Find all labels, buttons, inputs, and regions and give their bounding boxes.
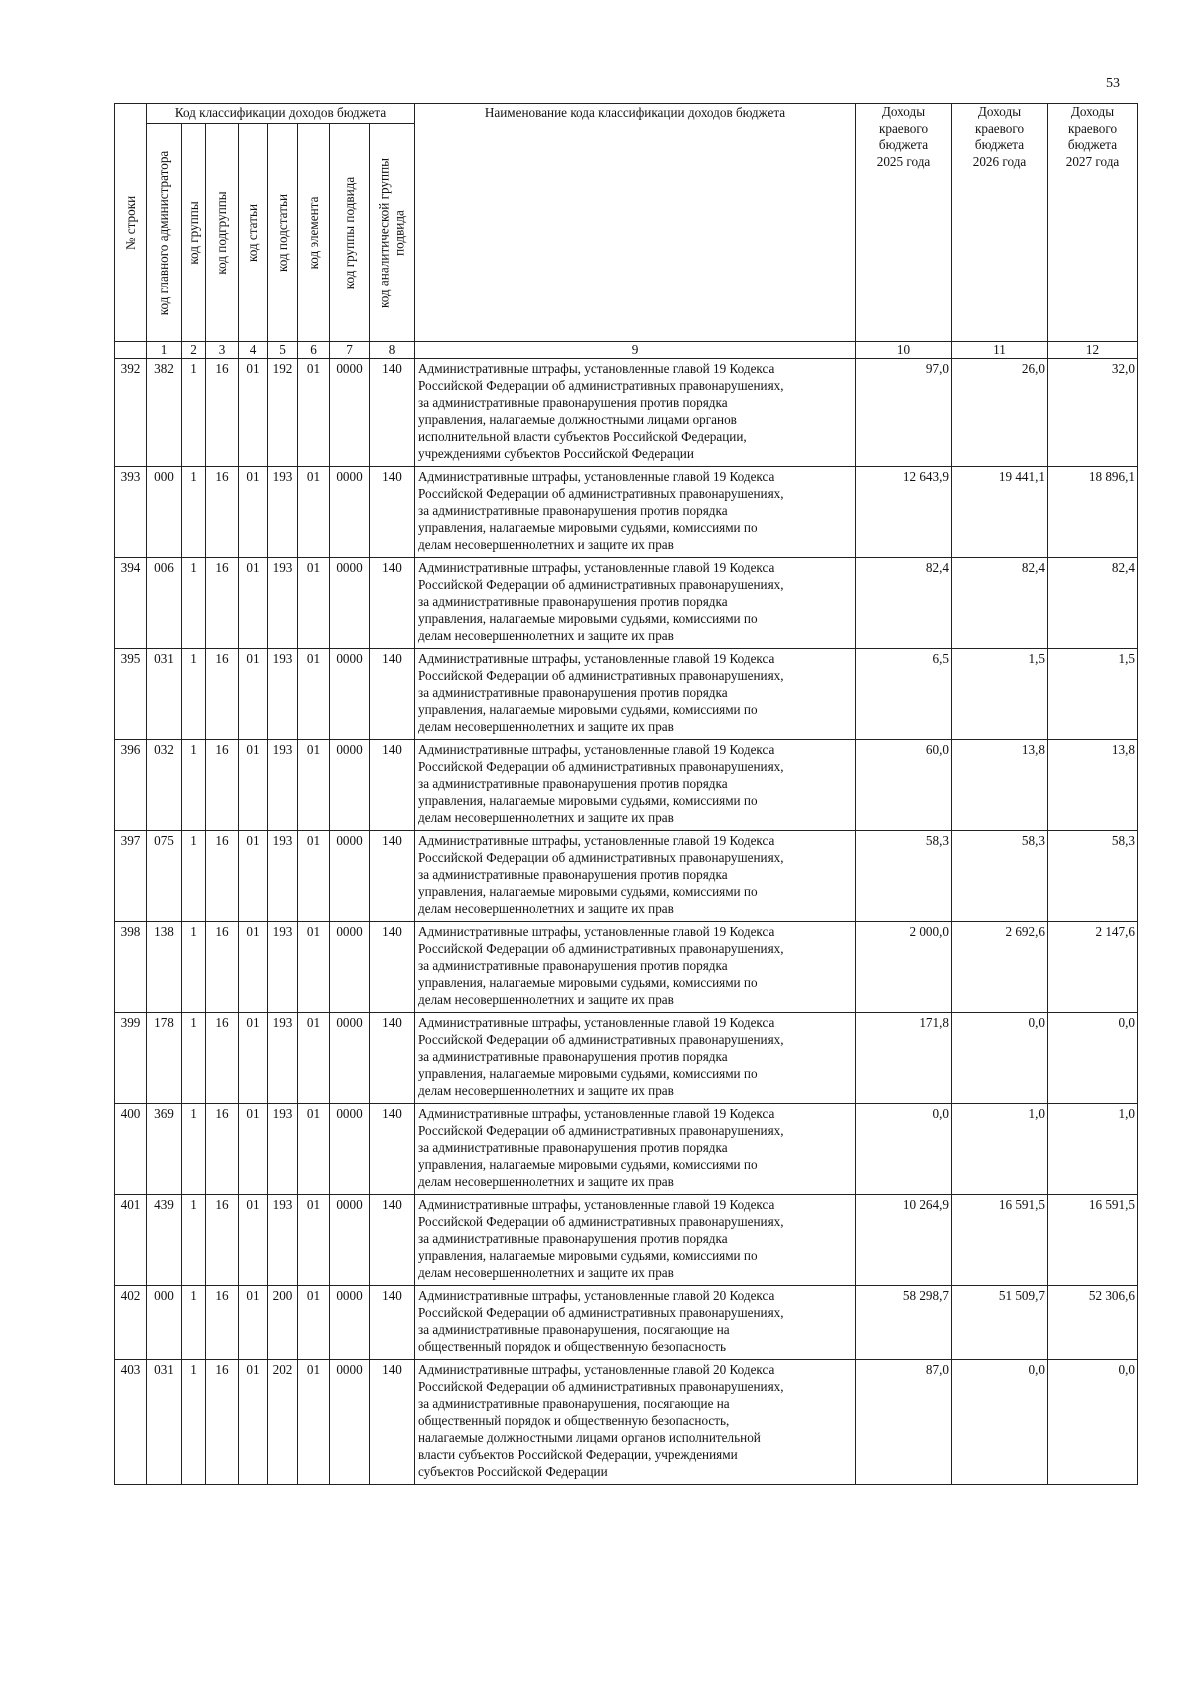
income-2027-cell: 52 306,6 [1048, 1286, 1138, 1360]
group-code-cell: 1 [182, 1104, 206, 1195]
subtype-group-code-cell: 0000 [330, 1195, 370, 1286]
description-line: за административные правонарушения против порядка [418, 503, 728, 518]
element-code-cell: 01 [298, 922, 330, 1013]
column-number: 9 [415, 342, 856, 359]
description-line: управления, налагаемые мировыми судьями, комиссиями по [418, 1066, 758, 1081]
group-code-cell: 1 [182, 1195, 206, 1286]
article-code-cell: 01 [239, 1013, 268, 1104]
name-header: Наименование кода классификации доходов бюджета [415, 104, 856, 342]
column-number: 12 [1048, 342, 1138, 359]
admin-code-cell: 031 [147, 1360, 182, 1485]
description-line: Административные штрафы, установленные главой 20 Кодекса [418, 1288, 775, 1303]
row-number-cell: 394 [115, 558, 147, 649]
element-code-header: код элемента [298, 124, 330, 342]
description-line: за административные правонарушения против порядка [418, 867, 728, 882]
income-2025-cell: 2 000,0 [856, 922, 952, 1013]
description-line: за административные правонарушения против порядка [418, 776, 728, 791]
description-line: делам несовершеннолетних и защите их прав [418, 537, 674, 552]
description-cell [415, 1286, 856, 1360]
description-line: Административные штрафы, установленные главой 19 Кодекса [418, 361, 775, 376]
description-cell [415, 922, 856, 1013]
row-number-cell: 398 [115, 922, 147, 1013]
description-line: Российской Федерации об административных правонарушениях, [418, 577, 784, 592]
admin-code-cell: 439 [147, 1195, 182, 1286]
description-line: Административные штрафы, установленные главой 20 Кодекса [418, 1362, 775, 1377]
group-code-cell: 1 [182, 1013, 206, 1104]
subgroup-code-cell: 16 [206, 1195, 239, 1286]
income-2026-cell: 1,5 [952, 649, 1048, 740]
subtype-group-code-cell: 0000 [330, 1013, 370, 1104]
element-code-cell: 01 [298, 558, 330, 649]
article-code-cell: 01 [239, 922, 268, 1013]
group-code-cell: 1 [182, 922, 206, 1013]
admin-code-cell: 031 [147, 649, 182, 740]
income-2026-cell: 16 591,5 [952, 1195, 1048, 1286]
table-row [115, 1013, 1138, 1104]
element-code-cell: 01 [298, 1360, 330, 1485]
table-row [115, 467, 1138, 558]
subarticle-code-cell: 193 [268, 922, 298, 1013]
description-cell [415, 1013, 856, 1104]
income-2025-cell: 82,4 [856, 558, 952, 649]
income-2027-cell: 32,0 [1048, 359, 1138, 467]
column-number: 1 [147, 342, 182, 359]
description-line: управления, налагаемые мировыми судьями, комиссиями по [418, 520, 758, 535]
income-2026-cell: 13,8 [952, 740, 1048, 831]
group-code-cell: 1 [182, 649, 206, 740]
income-2027-cell: 1,5 [1048, 649, 1138, 740]
income-2025-cell: 10 264,9 [856, 1195, 952, 1286]
description-line: делам несовершеннолетних и защите их прав [418, 901, 674, 916]
description-line: делам несовершеннолетних и защите их прав [418, 992, 674, 1007]
subarticle-code-cell: 193 [268, 740, 298, 831]
subarticle-code-cell: 200 [268, 1286, 298, 1360]
description-line: Российской Федерации об административных правонарушениях, [418, 1123, 784, 1138]
income-2025-cell: 58,3 [856, 831, 952, 922]
income-2027-cell: 82,4 [1048, 558, 1138, 649]
admin-code-cell: 000 [147, 467, 182, 558]
analytic-group-code-cell: 140 [370, 1195, 415, 1286]
table-row [115, 649, 1138, 740]
income-2025-cell: 87,0 [856, 1360, 952, 1485]
article-code-cell: 01 [239, 359, 268, 467]
admin-code-cell: 369 [147, 1104, 182, 1195]
element-code-cell: 01 [298, 649, 330, 740]
subarticle-code-cell: 193 [268, 1104, 298, 1195]
description-line: за административные правонарушения, посягающие на [418, 1322, 730, 1337]
description-cell [415, 558, 856, 649]
element-code-cell: 01 [298, 1013, 330, 1104]
income-2026-cell: 0,0 [952, 1360, 1048, 1485]
element-code-cell: 01 [298, 467, 330, 558]
row-number-header: № строки [115, 104, 147, 342]
subgroup-code-cell: 16 [206, 558, 239, 649]
group-code-cell: 1 [182, 1286, 206, 1360]
element-code-cell: 01 [298, 359, 330, 467]
table-row [115, 1195, 1138, 1286]
description-line: за административные правонарушения против порядка [418, 395, 728, 410]
admin-code-cell: 178 [147, 1013, 182, 1104]
page-number: 53 [1106, 76, 1120, 91]
analytic-group-code-cell: 140 [370, 649, 415, 740]
description-line: управления, налагаемые мировыми судьями, комиссиями по [418, 884, 758, 899]
subgroup-code-header: код подгруппы [206, 124, 239, 342]
income-2025-cell: 97,0 [856, 359, 952, 467]
table-row [115, 1360, 1138, 1485]
description-line: за административные правонарушения против порядка [418, 1049, 728, 1064]
column-number: 10 [856, 342, 952, 359]
description-line: Административные штрафы, установленные главой 19 Кодекса [418, 651, 775, 666]
admin-code-cell: 006 [147, 558, 182, 649]
article-code-header: код статьи [239, 124, 268, 342]
article-code-cell: 01 [239, 1286, 268, 1360]
admin-code-cell: 032 [147, 740, 182, 831]
income-2025-cell: 6,5 [856, 649, 952, 740]
column-number: 11 [952, 342, 1048, 359]
row-number-cell: 396 [115, 740, 147, 831]
description-line: Российской Федерации об административных правонарушениях, [418, 1032, 784, 1047]
group-code-cell: 1 [182, 359, 206, 467]
analytic-group-code-cell: 140 [370, 922, 415, 1013]
row-number-cell: 402 [115, 1286, 147, 1360]
income-2025-cell: 12 643,9 [856, 467, 952, 558]
description-line: за административные правонарушения против порядка [418, 1140, 728, 1155]
description-line: Российской Федерации об административных правонарушениях, [418, 1305, 784, 1320]
description-line: учреждениями субъектов Российской Федерации [418, 446, 694, 461]
subgroup-code-cell: 16 [206, 467, 239, 558]
subtype-group-code-cell: 0000 [330, 467, 370, 558]
table-row [115, 740, 1138, 831]
description-line: общественный порядок и общественную безопасность [418, 1339, 727, 1354]
table-row [115, 1286, 1138, 1360]
subarticle-code-cell: 192 [268, 359, 298, 467]
analytic-group-code-cell: 140 [370, 1013, 415, 1104]
analytic-group-code-cell: 140 [370, 1104, 415, 1195]
description-line: Российской Федерации об административных правонарушениях, [418, 759, 784, 774]
article-code-cell: 01 [239, 740, 268, 831]
income-2027-cell: 16 591,5 [1048, 1195, 1138, 1286]
income-2025-cell: 60,0 [856, 740, 952, 831]
admin-code-header: код главного администратора [147, 124, 182, 342]
description-line: управления, налагаемые мировыми судьями, комиссиями по [418, 702, 758, 717]
table-row [115, 558, 1138, 649]
description-line: управления, налагаемые мировыми судьями, комиссиями по [418, 1157, 758, 1172]
income-2026-cell: 19 441,1 [952, 467, 1048, 558]
income-2027-cell: 1,0 [1048, 1104, 1138, 1195]
group-code-header: код группы [182, 124, 206, 342]
column-number: 6 [298, 342, 330, 359]
article-code-cell: 01 [239, 1195, 268, 1286]
analytic-group-code-cell: 140 [370, 1286, 415, 1360]
description-cell [415, 740, 856, 831]
description-line: делам несовершеннолетних и защите их прав [418, 628, 674, 643]
article-code-cell: 01 [239, 1104, 268, 1195]
description-line: субъектов Российской Федерации [418, 1464, 608, 1479]
analytic-group-code-cell: 140 [370, 467, 415, 558]
description-line: делам несовершеннолетних и защите их прав [418, 719, 674, 734]
subtype-group-code-cell: 0000 [330, 740, 370, 831]
table-row [115, 1104, 1138, 1195]
admin-code-cell: 138 [147, 922, 182, 1013]
description-line: за административные правонарушения, посягающие на [418, 1396, 730, 1411]
subgroup-code-cell: 16 [206, 922, 239, 1013]
subarticle-code-cell: 193 [268, 1195, 298, 1286]
description-line: Российской Федерации об административных правонарушениях, [418, 941, 784, 956]
description-line: делам несовершеннолетних и защите их прав [418, 1083, 674, 1098]
article-code-cell: 01 [239, 831, 268, 922]
column-number: 8 [370, 342, 415, 359]
row-number-cell: 397 [115, 831, 147, 922]
description-line: Административные штрафы, установленные главой 19 Кодекса [418, 1106, 775, 1121]
element-code-cell: 01 [298, 1195, 330, 1286]
description-line: управления, налагаемые мировыми судьями, комиссиями по [418, 793, 758, 808]
column-number: 7 [330, 342, 370, 359]
income-2026-cell: 1,0 [952, 1104, 1048, 1195]
income-2026-cell: 0,0 [952, 1013, 1048, 1104]
subgroup-code-cell: 16 [206, 1104, 239, 1195]
column-number: 5 [268, 342, 298, 359]
row-number-cell: 400 [115, 1104, 147, 1195]
subtype-group-code-cell: 0000 [330, 558, 370, 649]
description-line: управления, налагаемые мировыми судьями, комиссиями по [418, 975, 758, 990]
row-number-cell: 401 [115, 1195, 147, 1286]
row-number-cell: 403 [115, 1360, 147, 1485]
article-code-cell: 01 [239, 467, 268, 558]
income-2026-cell: 58,3 [952, 831, 1048, 922]
admin-code-cell: 000 [147, 1286, 182, 1360]
subtype-group-code-cell: 0000 [330, 1286, 370, 1360]
column-number: 2 [182, 342, 206, 359]
subtype-group-code-cell: 0000 [330, 1104, 370, 1195]
income-2026-cell: 82,4 [952, 558, 1048, 649]
subgroup-code-cell: 16 [206, 831, 239, 922]
table-row [115, 831, 1138, 922]
group-code-cell: 1 [182, 467, 206, 558]
description-line: управления, налагаемые мировыми судьями, комиссиями по [418, 1248, 758, 1263]
subgroup-code-cell: 16 [206, 359, 239, 467]
income-2027-cell: 0,0 [1048, 1013, 1138, 1104]
table-header [115, 104, 1138, 359]
income-2025-header: Доходы краевого бюджета 2025 года [856, 104, 952, 342]
income-2026-cell: 51 509,7 [952, 1286, 1048, 1360]
analytic-group-code-cell: 140 [370, 831, 415, 922]
description-line: общественный порядок и общественную безопасность, [418, 1413, 730, 1428]
subarticle-code-cell: 193 [268, 467, 298, 558]
subarticle-code-cell: 193 [268, 831, 298, 922]
description-line: налагаемые должностными лицами органов исполнительной [418, 1430, 761, 1445]
description-cell [415, 649, 856, 740]
subtype-group-code-header: код группы подвида [330, 124, 370, 342]
description-line: Российской Федерации об административных правонарушениях, [418, 1379, 784, 1394]
description-line: делам несовершеннолетних и защите их прав [418, 810, 674, 825]
description-line: за административные правонарушения против порядка [418, 1231, 728, 1246]
description-line: Административные штрафы, установленные главой 19 Кодекса [418, 742, 775, 757]
group-code-cell: 1 [182, 558, 206, 649]
column-number: 4 [239, 342, 268, 359]
description-line: Административные штрафы, установленные главой 19 Кодекса [418, 1015, 775, 1030]
article-code-cell: 01 [239, 558, 268, 649]
description-line: Административные штрафы, установленные главой 19 Кодекса [418, 560, 775, 575]
subtype-group-code-cell: 0000 [330, 922, 370, 1013]
analytic-group-code-cell: 140 [370, 558, 415, 649]
group-code-cell: 1 [182, 831, 206, 922]
subgroup-code-cell: 16 [206, 1286, 239, 1360]
description-line: Административные штрафы, установленные главой 19 Кодекса [418, 469, 775, 484]
description-cell [415, 1104, 856, 1195]
subarticle-code-header: код подстатьи [268, 124, 298, 342]
table-row [115, 359, 1138, 467]
group-code-cell: 1 [182, 1360, 206, 1485]
subtype-group-code-cell: 0000 [330, 649, 370, 740]
description-line: Российской Федерации об административных правонарушениях, [418, 378, 784, 393]
subtype-group-code-cell: 0000 [330, 1360, 370, 1485]
income-2026-cell: 26,0 [952, 359, 1048, 467]
description-line: исполнительной власти субъектов Российской Федерации, [418, 429, 747, 444]
row-number-cell: 393 [115, 467, 147, 558]
article-code-cell: 01 [239, 1360, 268, 1485]
classification-group-header: Код классификации доходов бюджета [147, 104, 415, 124]
analytic-group-code-cell: 140 [370, 359, 415, 467]
description-line: делам несовершеннолетних и защите их прав [418, 1265, 674, 1280]
income-2025-cell: 171,8 [856, 1013, 952, 1104]
income-2027-header: Доходы краевого бюджета 2027 года [1048, 104, 1138, 342]
subtype-group-code-cell: 0000 [330, 831, 370, 922]
income-2027-cell: 0,0 [1048, 1360, 1138, 1485]
income-2027-cell: 18 896,1 [1048, 467, 1138, 558]
description-line: управления, налагаемые мировыми судьями, комиссиями по [418, 611, 758, 626]
subarticle-code-cell: 193 [268, 558, 298, 649]
subtype-group-code-cell: 0000 [330, 359, 370, 467]
subarticle-code-cell: 193 [268, 649, 298, 740]
row-number-cell: 399 [115, 1013, 147, 1104]
income-2027-cell: 2 147,6 [1048, 922, 1138, 1013]
description-line: Российской Федерации об административных правонарушениях, [418, 486, 784, 501]
description-line: за административные правонарушения против порядка [418, 685, 728, 700]
income-2026-header: Доходы краевого бюджета 2026 года [952, 104, 1048, 342]
row-number-cell: 392 [115, 359, 147, 467]
description-line: Российской Федерации об административных правонарушениях, [418, 1214, 784, 1229]
description-line: управления, налагаемые должностными лицами органов [418, 412, 737, 427]
description-line: Административные штрафы, установленные главой 19 Кодекса [418, 924, 775, 939]
column-number [115, 342, 147, 359]
income-2027-cell: 58,3 [1048, 831, 1138, 922]
column-numbers-row [115, 342, 1138, 359]
income-2025-cell: 0,0 [856, 1104, 952, 1195]
description-line: Административные штрафы, установленные главой 19 Кодекса [418, 833, 775, 848]
description-cell [415, 1195, 856, 1286]
element-code-cell: 01 [298, 831, 330, 922]
income-2025-cell: 58 298,7 [856, 1286, 952, 1360]
description-cell [415, 831, 856, 922]
description-line: за административные правонарушения против порядка [418, 594, 728, 609]
element-code-cell: 01 [298, 740, 330, 831]
description-line: Административные штрафы, установленные главой 19 Кодекса [418, 1197, 775, 1212]
subarticle-code-cell: 202 [268, 1360, 298, 1485]
row-number-cell: 395 [115, 649, 147, 740]
column-number: 3 [206, 342, 239, 359]
description-line: делам несовершеннолетних и защите их прав [418, 1174, 674, 1189]
budget-revenue-table [114, 103, 1138, 1485]
description-cell [415, 467, 856, 558]
description-line: власти субъектов Российской Федерации, учреждениями [418, 1447, 738, 1462]
subgroup-code-cell: 16 [206, 649, 239, 740]
income-2027-cell: 13,8 [1048, 740, 1138, 831]
group-code-cell: 1 [182, 740, 206, 831]
description-cell [415, 359, 856, 467]
element-code-cell: 01 [298, 1104, 330, 1195]
subgroup-code-cell: 16 [206, 1013, 239, 1104]
description-line: Российской Федерации об административных правонарушениях, [418, 668, 784, 683]
income-2026-cell: 2 692,6 [952, 922, 1048, 1013]
description-cell [415, 1360, 856, 1485]
description-line: за административные правонарушения против порядка [418, 958, 728, 973]
admin-code-cell: 382 [147, 359, 182, 467]
subgroup-code-cell: 16 [206, 740, 239, 831]
analytic-group-code-cell: 140 [370, 740, 415, 831]
element-code-cell: 01 [298, 1286, 330, 1360]
analytic-group-code-cell: 140 [370, 1360, 415, 1485]
table-row [115, 922, 1138, 1013]
admin-code-cell: 075 [147, 831, 182, 922]
analytic-group-code-header: код аналитической группы подвида [370, 124, 415, 342]
table-body [115, 359, 1138, 1485]
article-code-cell: 01 [239, 649, 268, 740]
description-line: Российской Федерации об административных правонарушениях, [418, 850, 784, 865]
subgroup-code-cell: 16 [206, 1360, 239, 1485]
subarticle-code-cell: 193 [268, 1013, 298, 1104]
